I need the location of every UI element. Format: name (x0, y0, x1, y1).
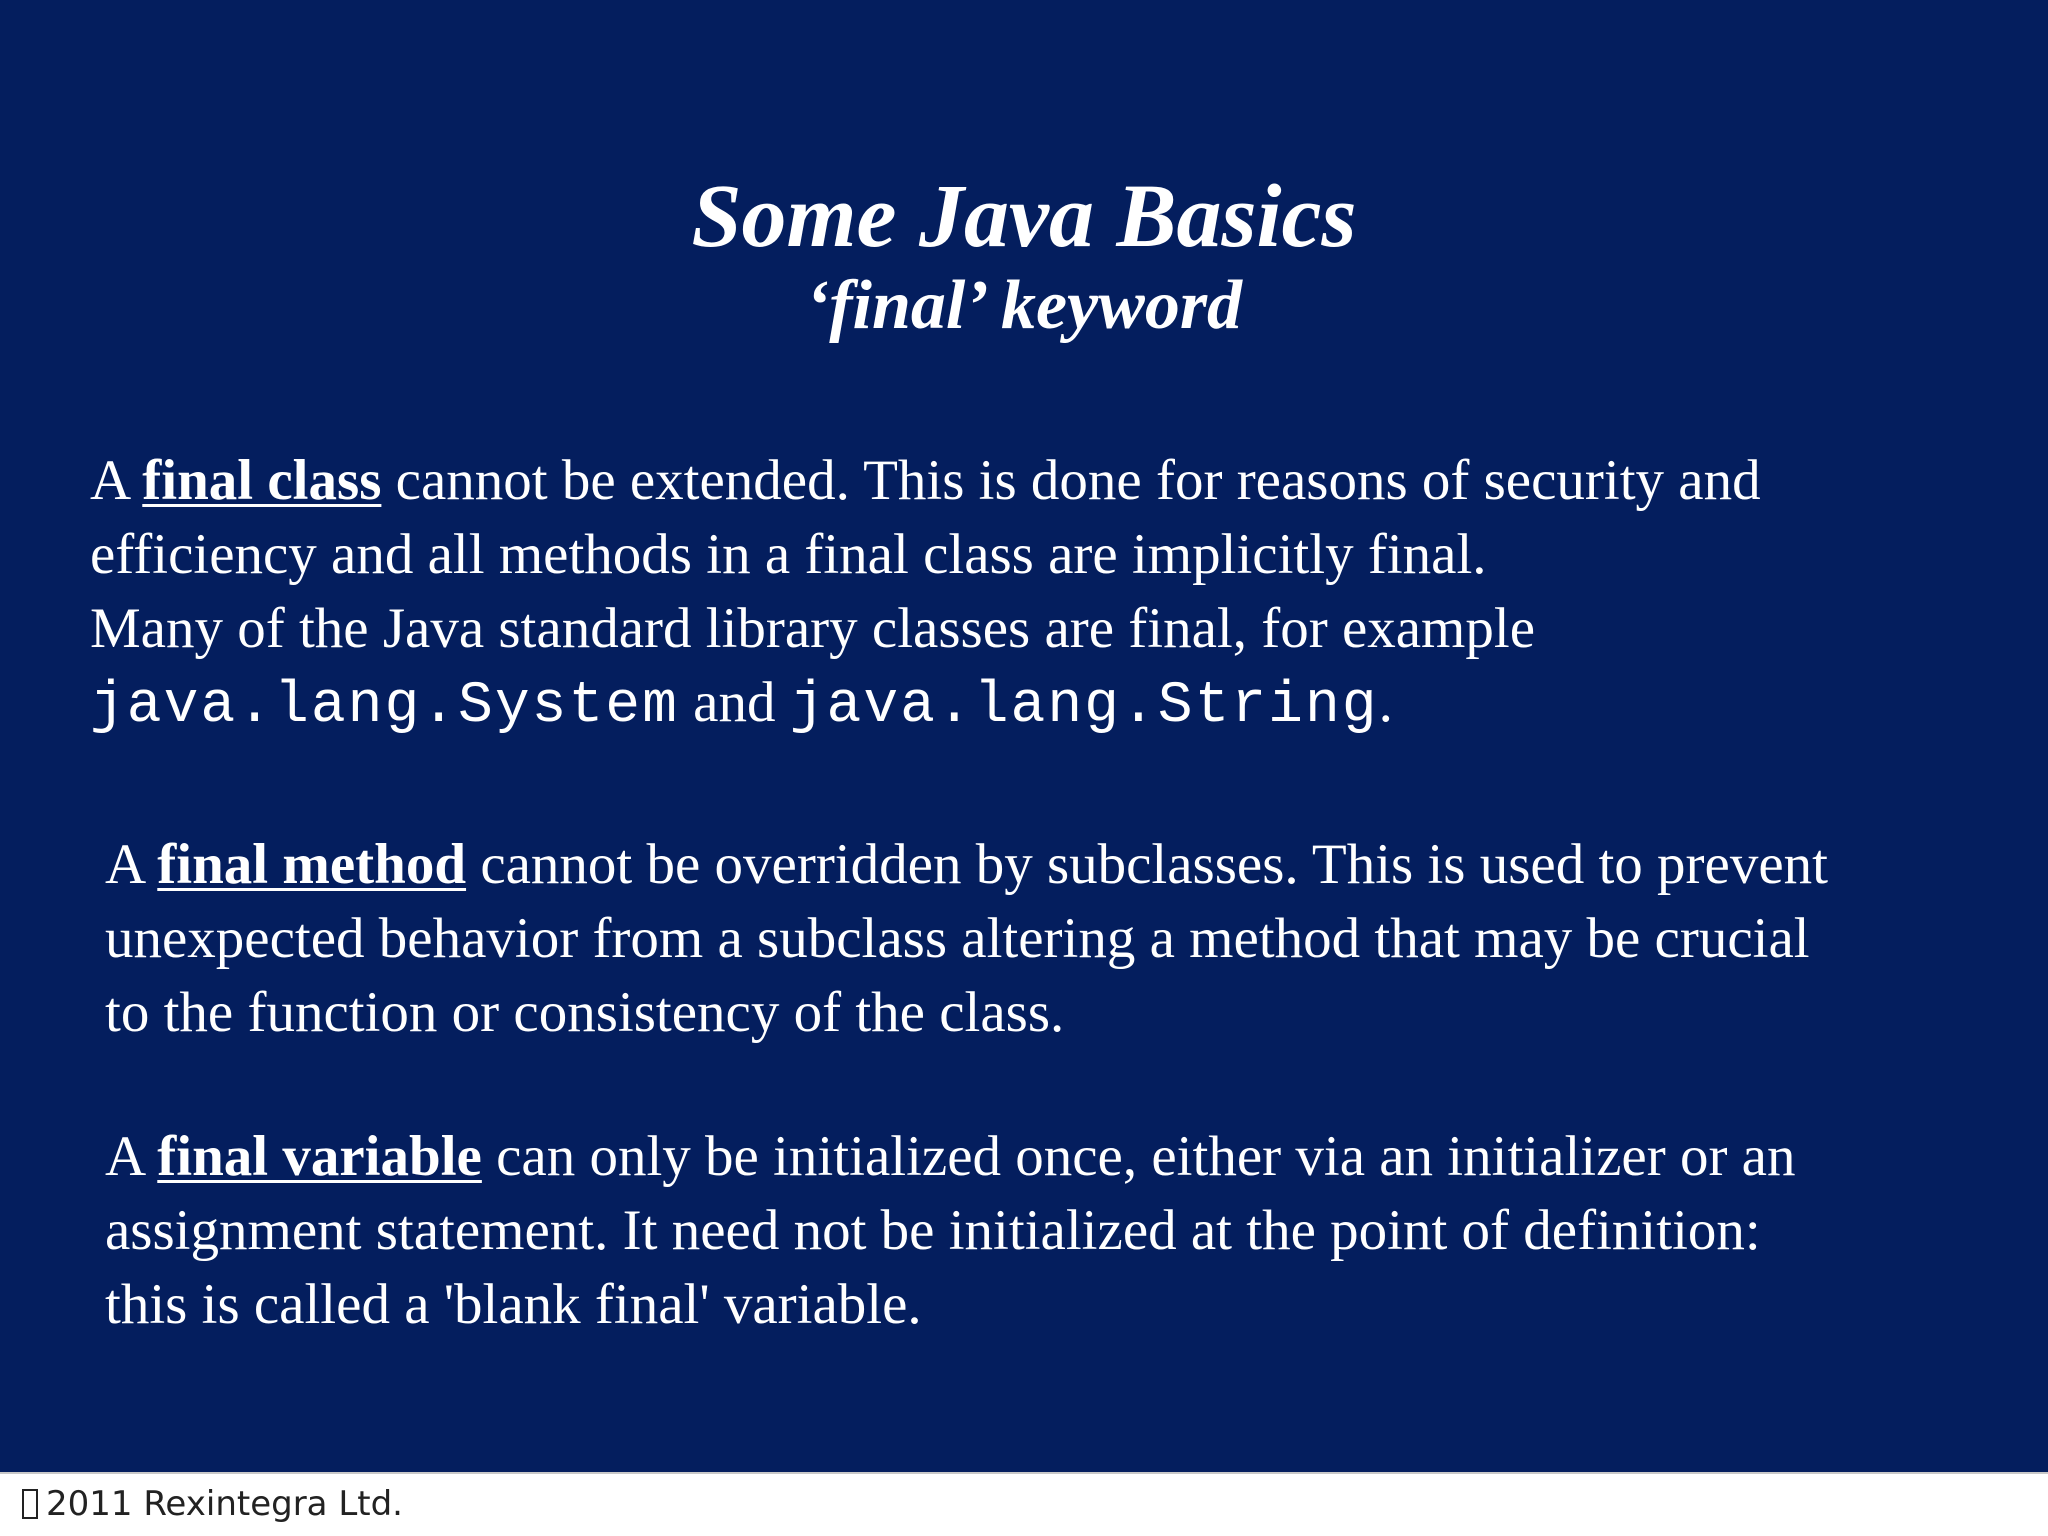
paragraph-line (90, 444, 1761, 518)
line-text: cannot be extended. This is done for reasons of security and (381, 449, 1761, 512)
term-final-method: final method (157, 833, 467, 896)
paragraph-line (105, 1120, 1795, 1194)
paragraph-final-class (90, 444, 1761, 744)
code-java-lang-system: java.lang.System (90, 674, 679, 739)
paragraph-final-method (105, 828, 1828, 1050)
line-text: can only be initialized once, either via an initializer or an (481, 1125, 1796, 1188)
term-final-class: final class (142, 449, 382, 512)
copyright-placeholder-icon (22, 1489, 38, 1519)
paragraph-line (90, 666, 1761, 744)
footer-bar (0, 1472, 2048, 1536)
footer-text: 2011 Rexintegra Ltd. (46, 1484, 403, 1524)
paragraph-line: this is called a 'blank final' variable. (105, 1273, 922, 1336)
lead-text: A (90, 449, 143, 512)
paragraph-line: assignment statement. It need not be initialized at the point of definition: (105, 1199, 1761, 1262)
paragraph-line: efficiency and all methods in a final class are implicitly final. (90, 523, 1487, 586)
line-text: cannot be overridden by subclasses. This is used to prevent (466, 833, 1828, 896)
period-text: . (1378, 671, 1393, 734)
term-final-variable: final variable (157, 1125, 482, 1188)
paragraph-line: to the function or consistency of the class. (105, 981, 1065, 1044)
title-block (0, 167, 2048, 344)
paragraph-line: Many of the Java standard library classes are final, for example (90, 597, 1536, 660)
and-text: and (678, 671, 790, 734)
slide-subtitle: ‘final’ keyword (805, 266, 1243, 344)
paragraph-line (105, 828, 1828, 902)
code-java-lang-string: java.lang.String (789, 674, 1379, 739)
lead-text: A (105, 833, 158, 896)
footer-copyright (22, 1484, 403, 1524)
paragraph-line: unexpected behavior from a subclass altering a method that may be crucial (105, 907, 1810, 970)
slide-title: Some Java Basics (691, 167, 1357, 266)
paragraph-final-variable (105, 1120, 1795, 1342)
lead-text: A (105, 1125, 158, 1188)
